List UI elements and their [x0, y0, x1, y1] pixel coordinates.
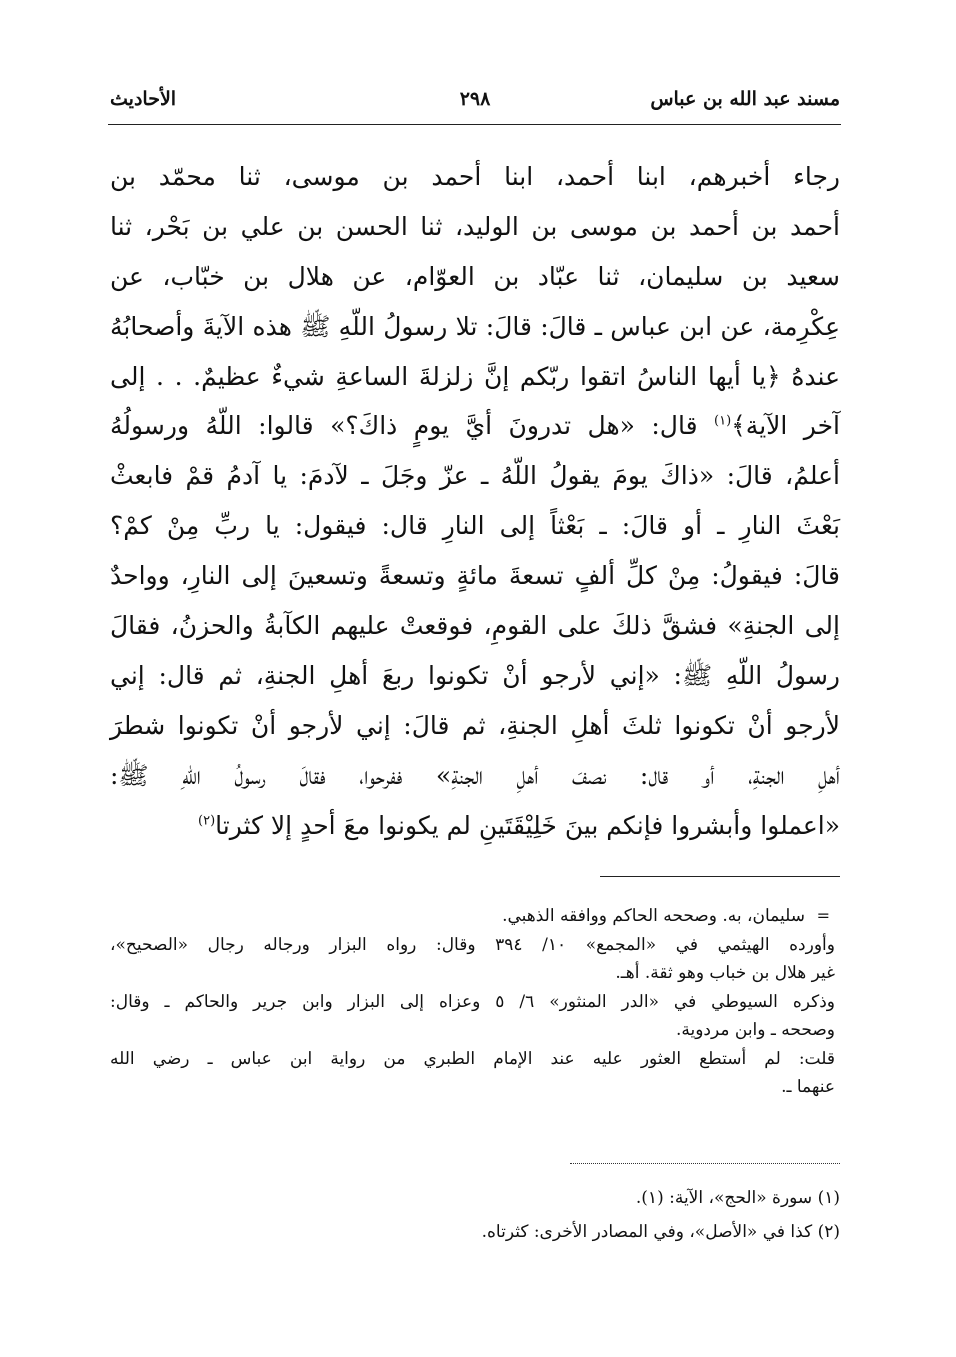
- footnote-dotted-separator: [570, 1163, 840, 1164]
- header-section-title: الأحاديث: [110, 88, 177, 110]
- running-header: [110, 88, 840, 122]
- note-line: غير هلال بن خباب وهو ثقة. أهـ.: [615, 963, 835, 983]
- note-line: عنهما ـ.: [781, 1077, 835, 1097]
- text-line: إلى الجنةِ» فشقَّ ذلكَ على القومِ، فوقعتْ عليهم الكآبةُ والحزنُ، فقالَ: [110, 611, 840, 641]
- text-line: قالَ: فيقولُ: مِنْ كلِّ ألفٍ تسعةَ مائةٍ وتسعةً وتسعينَ إلى النارِ، وواحدٌ: [110, 561, 840, 591]
- text-line-with-footnote-ref: [110, 401, 840, 451]
- note-line: سليمان، به. وصححه الحاكم ووافقه الذهبي.: [502, 906, 805, 926]
- continuation-marker: =: [816, 906, 830, 925]
- text-line-continuation: قال: «هل تدرونَ أيَّ يومٍ ذاكَ؟» قالوا: اللّهُ ورسولُهُ: [110, 411, 698, 441]
- note-line: وصححه ـ وابن مردوية.: [675, 1020, 835, 1040]
- verse-end-text: آخر الآية﴾: [731, 411, 840, 441]
- text-line: أعلمُ، قالَ: «ذاكَ يومَ يقولُ اللّهُ ـ عزّ وجَلَ ـ لآدمَ: يا آدمُ قمْ فابعثْ: [110, 461, 840, 491]
- header-book-title: مسند عبد الله بن عباس: [650, 88, 840, 110]
- text-line: عِكْرِمة، عن ابن عباس ـ قالَ: قالَ: تلا رسولُ اللّهِ ﷺ هذه الآيةَ وأصحابُهُ: [110, 311, 840, 341]
- text-line: أحمد بن أحمد بن موسى بن الوليد، ثنا الحسن بن علي بن بَحْر، ثنا: [110, 211, 840, 241]
- footnote-1: (١) سورة «الحج»، الآية: (١).: [635, 1188, 840, 1208]
- text-line: رسولُ اللّهِ ﷺ: «إني لأرجو أنْ تكونوا ربعَ أهلِ الجنةِ، ثم قال: إني: [110, 660, 840, 690]
- text-line-final: «اعملوا وأبشروا فإنكم بينَ خَلِيْقَتَينِ لم يكونوا معَ أحدٍ إلا كثرتا: [215, 810, 840, 840]
- footnote-separator: [600, 876, 840, 877]
- text-line-with-footnote-ref: [110, 801, 840, 851]
- page-number: ٢٩٨: [459, 88, 491, 110]
- continued-footnote: [110, 902, 835, 1102]
- text-line: عندهُ ﴿يا أيها الناسُ اتقوا ربّكم إنَّ زلزلةَ الساعةِ شيءٌ عظيمٌ. . . إلى: [110, 361, 840, 391]
- text-line: سعيد بن سليمان، ثنا عبّاد بن العوّام، عن هلال بن خبّاب، عن: [110, 261, 841, 291]
- footnote-ref-1: (١): [714, 414, 732, 430]
- footnotes: [110, 1181, 840, 1249]
- header-rule: [108, 124, 841, 125]
- main-text: [110, 152, 840, 850]
- note-line: وذكره السيوطي في «الدر المنثور» ٦/ ٥ وعزاه إلى البزار وابن جرير والحاكم ـ وقال:: [110, 991, 835, 1012]
- text-line: لأرجو أنْ تكونوا ثلثَ أهلِ الجنةِ، ثم قالَ: إني لأرجو أنْ تكونوا شطرَ: [110, 710, 840, 740]
- footnote-ref-2: (٢): [198, 813, 216, 829]
- note-line: قلت: لم أستطع العثور عليه عند الإمام الطبري من رواية ابن عباس ـ رضي الله: [110, 1048, 835, 1069]
- note-line: وأورده الهيثمي في «المجمع» ١٠/ ٣٩٤ وقال: رواه البزار ورجاله رجال «الصحيح»،: [110, 934, 835, 955]
- text-line: بَعْثَ النارِ ـ أو قالَ: ـ بَعْثاً إلى النارِ قال: فيقول: يا ربِّ مِنْ كمْ؟: [110, 511, 840, 541]
- text-line: رجاء أخبرهم، ابنا أحمد، ابنا أحمد بن موسى، ثنا محمّد بن: [110, 162, 840, 191]
- footnote-2: (٢) كذا في «الأصل»، وفي المصادر الأخرى: كثرتاه.: [481, 1222, 840, 1242]
- text-line: أهلِ الجنةِ، أو قال: نصفَ أهلِ الجنةِ» ففرحوا، فقالَ رسولُ اللّهِ ﷺ:: [110, 760, 840, 790]
